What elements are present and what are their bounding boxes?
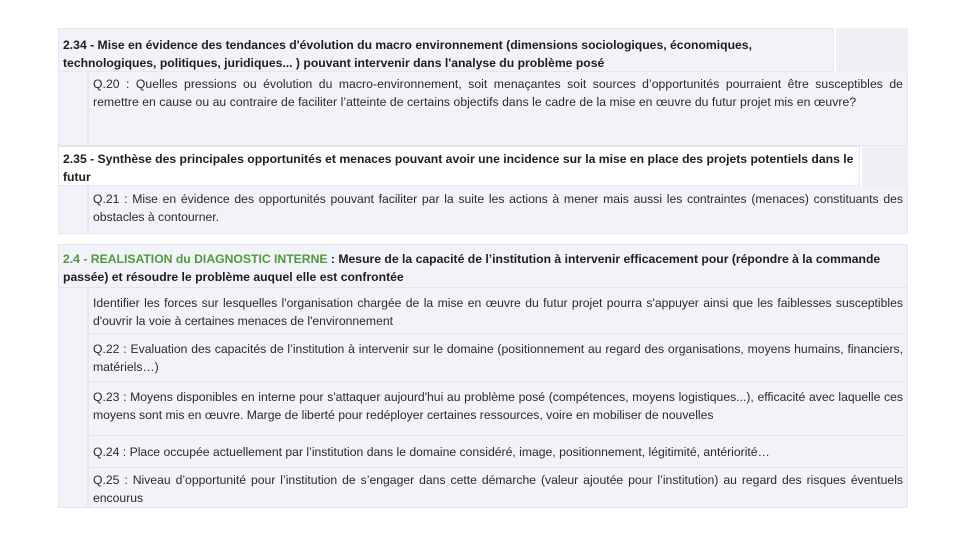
intro-forces-text: Identifier les forces sur lesquelles l'organisation chargée de la mise en œuvre du futur projet pourra s'appuyer ainsi que les faiblesses susceptibles d'ouvrir la voie à certaines menaces de l'environnement (93, 296, 903, 328)
section-title: 2.35 - Synthèse des principales opportunités et menaces pouvant avoir une incidence sur la mise en place des projets potentiels dans le futur (63, 152, 854, 184)
question-q20-cell (88, 72, 908, 146)
section-2-34-side-cell (834, 28, 908, 72)
question-q23-cell (88, 382, 908, 436)
section-2-4-left-cell (58, 288, 88, 508)
question-q20: Q.20 : Quelles pressions ou évolution du macro-environnement, soit menaçantes soit sources d’opportunités pourraient être susceptibles de remettre en cause ou au contraire de faciliter l’atteinte de certains objectifs dans le cadre de la mise en œuvre du futur projet mis en œuvre? (93, 77, 903, 109)
intro-forces-cell (88, 288, 908, 334)
question-q24-cell (88, 436, 908, 468)
question-q24: Q.24 : Place occupée actuellement par l’institution dans le domaine considéré, image, positionnement, légitimité, antériorité… (93, 445, 770, 459)
section-title (59, 245, 907, 289)
question-q22: Q.22 : Evaluation des capacités de l’institution à intervenir sur le domaine (positionnement au regard des organisations, moyens humains, financiers, matériels…) (93, 342, 903, 374)
section-title: 2.34 - Mise en évidence des tendances d'évolution du macro environnement (dimensions sociologiques, économiques, technologiques, politiques, juridiques... ) pouvant intervenir dans l'analyse du problème posé (63, 38, 752, 70)
section-2-34-left-cell (58, 72, 88, 146)
section-title-highlight: 2.4 - REALISATION du DIAGNOSTIC INTERNE (63, 252, 328, 266)
section-title-rest: : Mesure de la capacité de l’institution à intervenir efficacement pour (répondre à la commande passée) et résoudre le problème auquel elle est confrontée (63, 252, 881, 284)
question-q23: Q.23 : Moyens disponibles en interne pour s'attaquer aujourd'hui au problème posé (compétences, moyens logistiques...), efficacité avec laquelle ces moyens sont mis en œuvre. Marge de liberté pour redéployer certaines ressources, voire en mobiliser de nouvelles (93, 390, 903, 422)
question-q25-cell (88, 468, 908, 508)
question-q25: Q.25 : Niveau d’opportunité pour l’institution de s’engager dans cette démarche (valeur ajoutée pour l’institution) au regard des risques éventuels encourus (93, 473, 903, 505)
question-q22-cell (88, 334, 908, 382)
section-2-35-header (58, 146, 860, 186)
section-2-4-header (58, 244, 908, 288)
section-2-35-side-cell (860, 146, 908, 186)
question-q21: Q.21 : Mise en évidence des opportunités pouvant faciliter par la suite les actions à mener mais aussi les contraintes (menaces) constituants des obstacles à contourner. (93, 192, 903, 224)
section-2-34-header (58, 28, 834, 72)
section-2-35-left-cell (58, 186, 88, 234)
question-q21-cell (88, 186, 908, 234)
